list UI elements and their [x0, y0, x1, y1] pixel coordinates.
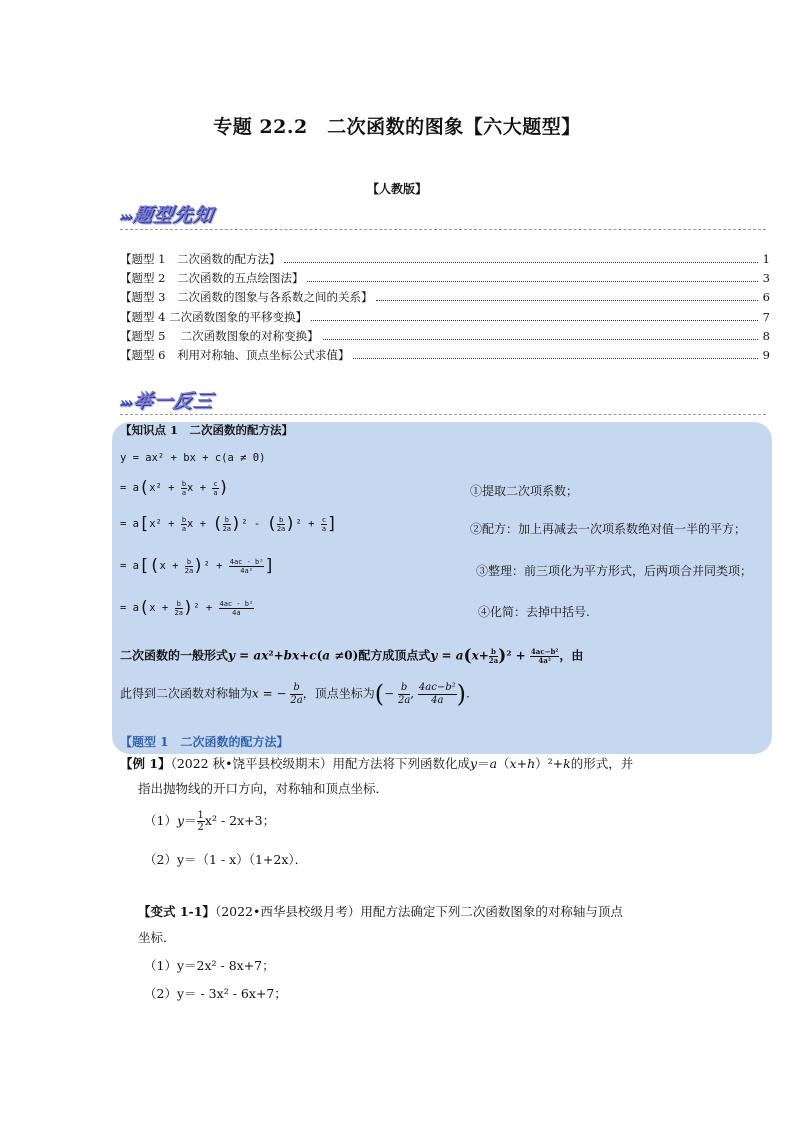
example-1: 【例 1】（2022 秋•饶平县校级期末）用配方法将下列函数化成y＝a（x+h）²+k的形式，并 — [120, 756, 634, 771]
knowledge-content — [120, 422, 770, 752]
variant-1-1-cont: 坐标． — [138, 930, 176, 945]
formula-line-3: = a[x² + $\frac{b}{a}$ x + ( $\frac{b}{2a}$ )² - ( $\frac{b}{2a}$ )² + $\frac{c}{a}$ ] — [120, 514, 338, 534]
formula-line-5: = a(x + $\frac{b}{2a}$ )² + $\frac{\text{4ac - b²}}{4a}$ — [120, 598, 254, 618]
toc-item[interactable]: 【题型 2 二次函数的五点绘图法】 3 — [120, 271, 770, 286]
step-4: ④化简：去掉中括号. — [478, 605, 590, 619]
banner-arrows-icon: ››› — [118, 395, 132, 411]
toc-divider — [120, 229, 766, 230]
toc-banner-text: 题型先知 — [131, 204, 215, 226]
variant-q1: （1）y＝2x² - 8x+7； — [144, 958, 275, 973]
formula-line-2: = a(x² + $\frac{b}{a}$ x + $\frac{c}{a}$ ) — [120, 478, 229, 498]
practice-banner — [118, 386, 215, 413]
summary-line-2: 此得到二次函数对称轴为x = − $\frac{b}{2a}$ ，顶点坐标为(− $\frac{b}{2a}$ , $\frac{\text{4ac−b²}}{4a}$ ). — [120, 680, 470, 708]
toc-item[interactable]: 【题型 3 二次函数的图象与各系数之间的关系】 6 — [120, 290, 770, 305]
example-q1: （1）y＝ $\frac{1}{2}$ x² - 2x+3； — [144, 810, 276, 833]
section-title: 【题型 1 二次函数的配方法】 — [120, 735, 289, 749]
example-1-cont: 指出抛物线的开口方向，对称轴和顶点坐标． — [138, 781, 389, 796]
formula-line-1: y = ax² + bx + c(a ≠ 0) — [120, 452, 266, 464]
practice-banner-text: 举一反三 — [131, 390, 215, 412]
step-2: ②配方：加上再减去一次项系数绝对值一半的平方； — [470, 522, 747, 536]
step-3: ③整理：前三项化为平方形式，后两项合并同类项； — [476, 564, 753, 578]
toc-item[interactable]: 【题型 6 利用对称轴、顶点坐标公式求值】 9 — [120, 347, 770, 362]
table-of-contents — [120, 251, 770, 366]
toc-item[interactable]: 【题型 4 二次函数图象的平移变换】 7 — [120, 309, 770, 324]
toc-item[interactable]: 【题型 1 二次函数的配方法】 1 — [120, 252, 770, 266]
variant-1-1: 【变式 1-1】（2022•西华县校级月考）用配方法确定下列二次函数图象的对称轴与顶点 — [138, 904, 623, 919]
variant-q2: （2）y＝ - 3x² - 6x+7； — [144, 986, 287, 1001]
page-title: 专题 22.2 二次函数的图象【六大题型】 — [213, 116, 581, 138]
summary-line-1: 二次函数的一般形式y = ax²+bx+c(a ≠0)配方成顶点式y = a(x+ $\frac{b}{2a}$ )² + $\frac{\text{4ac−b²}}{\text{4a²}}$ ，由 — [120, 646, 584, 666]
practice-divider — [120, 414, 766, 415]
knowledge-title: 【知识点 1 二次函数的配方法】 — [120, 423, 294, 437]
example-q2: （2）y＝（1 - x）（1+2x）． — [144, 852, 308, 867]
toc-item[interactable]: 【题型 5 二次函数图象的对称变换】 8 — [120, 328, 770, 343]
toc-banner — [118, 200, 215, 227]
edition-label: 【人教版】 — [366, 182, 427, 196]
formula-line-4: = a[(x + $\frac{b}{2a}$ )² + $\frac{\text{4ac - b²}}{\text{4a²}}$ ] — [120, 556, 275, 576]
banner-arrows-icon: ››› — [118, 209, 132, 225]
step-1: ①提取二次项系数； — [470, 484, 579, 498]
